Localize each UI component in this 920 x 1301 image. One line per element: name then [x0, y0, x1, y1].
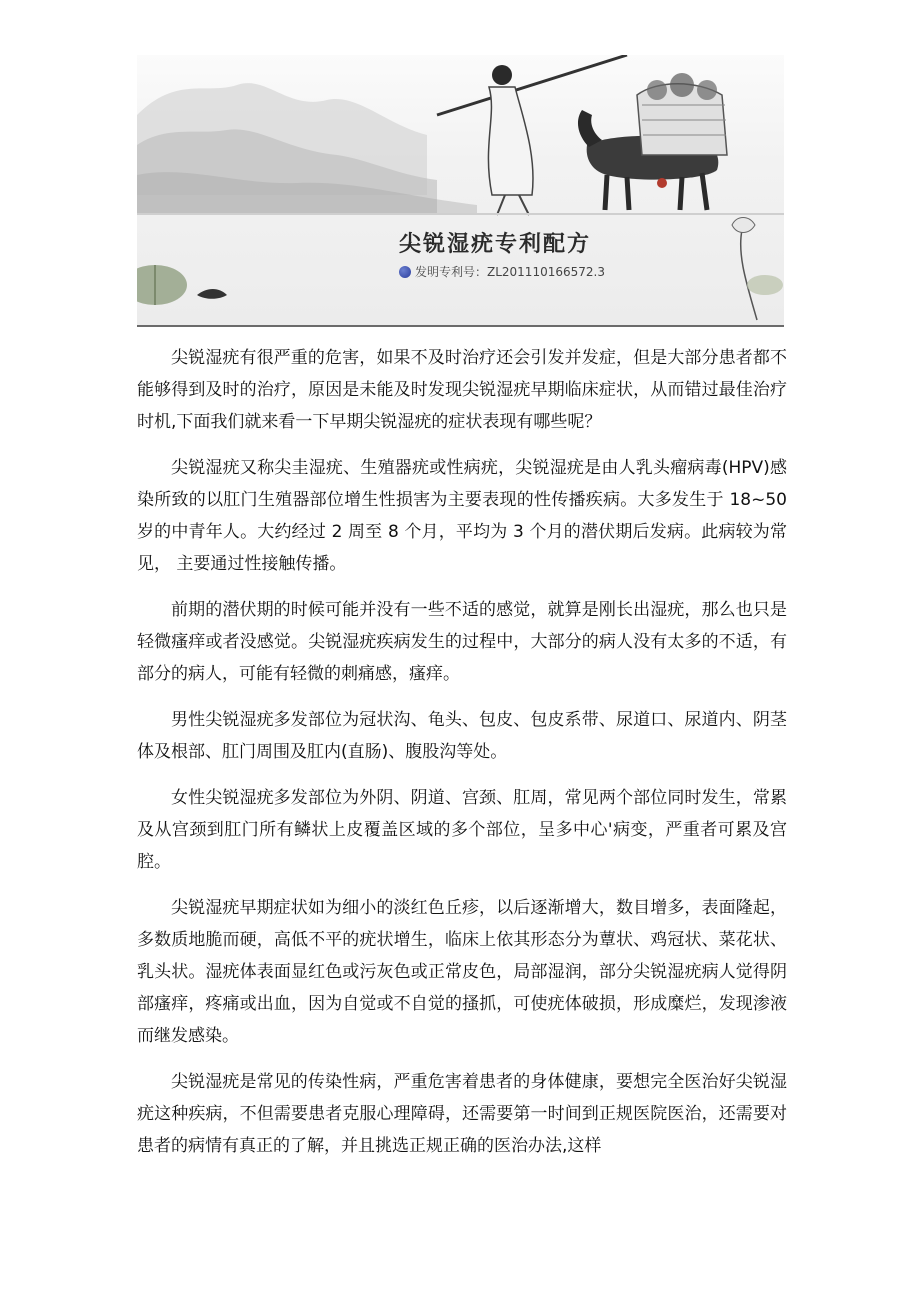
paragraph: 女性尖锐湿疣多发部位为外阴、阴道、宫颈、肛周，常见两个部位同时发生，常累及从宫颈到肛门所有鳞状上皮覆盖区域的多个部位，呈多中心'病变，严重者可累及宫腔。 [137, 788, 787, 872]
ink-painting-illustration [137, 55, 784, 325]
article-body [137, 342, 787, 1176]
patent-number [399, 263, 605, 280]
paragraph: 尖锐湿疣早期症状如为细小的淡红色丘疹，以后逐渐增大，数目增多，表面隆起，多数质地脆而硬，高低不平的疣状增生，临床上依其形态分为蕈状、鸡冠状、菜花状、乳头状。湿疣体表面显红色或污灰色或正常皮色，局部湿润，部分尖锐湿疣病人觉得阴部瘙痒，疼痛或出血，因为自觉或不自觉的搔抓，可使疣体破损，形成糜烂，发现渗液而继发感染。 [137, 898, 787, 1046]
patent-icon [399, 266, 411, 278]
paragraph: 尖锐湿疣有很严重的危害，如果不及时治疗还会引发并发症，但是大部分患者都不能够得到及时的治疗，原因是未能及时发现尖锐湿疣早期临床症状，从而错过最佳治疗时机,下面我们就来看一下早期尖锐湿疣的症状表现有哪些呢？ [137, 348, 787, 432]
paragraph: 尖锐湿疣又称尖圭湿疣、生殖器疣或性病疣，尖锐湿疣是由人乳头瘤病毒(HPV)感染所致的以肛门生殖器部位增生性损害为主要表现的性传播疾病。大多发生于 18~50 岁的中青年人。大约经过 2 周至 8 个月，平均为 3 个月的潜伏期后发病。此病较为常见， 主要通过性接触传播。 [137, 458, 787, 574]
paragraph: 前期的潜伏期的时候可能并没有一些不适的感觉，就算是刚长出湿疣，那么也只是轻微瘙痒或者没感觉。尖锐湿疣疾病发生的过程中，大部分的病人没有太多的不适，有部分的病人，可能有轻微的刺痛感，瘙痒。 [137, 600, 787, 684]
header-banner [137, 55, 784, 327]
paragraph: 尖锐湿疣是常见的传染性病，严重危害着患者的身体健康，要想完全医治好尖锐湿疣这种疾病，不但需要患者克服心理障碍，还需要第一时间到正规医院医治，还需要对患者的病情有真正的了解，并且挑选正规正确的医治办法,这样 [137, 1072, 787, 1156]
patent-label: 发明专利号：ZL201110166572.3 [415, 265, 605, 279]
paragraph: 男性尖锐湿疣多发部位为冠状沟、龟头、包皮、包皮系带、尿道口、尿道内、阴茎体及根部、肛门周围及肛内(直肠)、腹股沟等处。 [137, 710, 787, 762]
banner-title: 尖锐湿疣专利配方 [399, 231, 592, 257]
